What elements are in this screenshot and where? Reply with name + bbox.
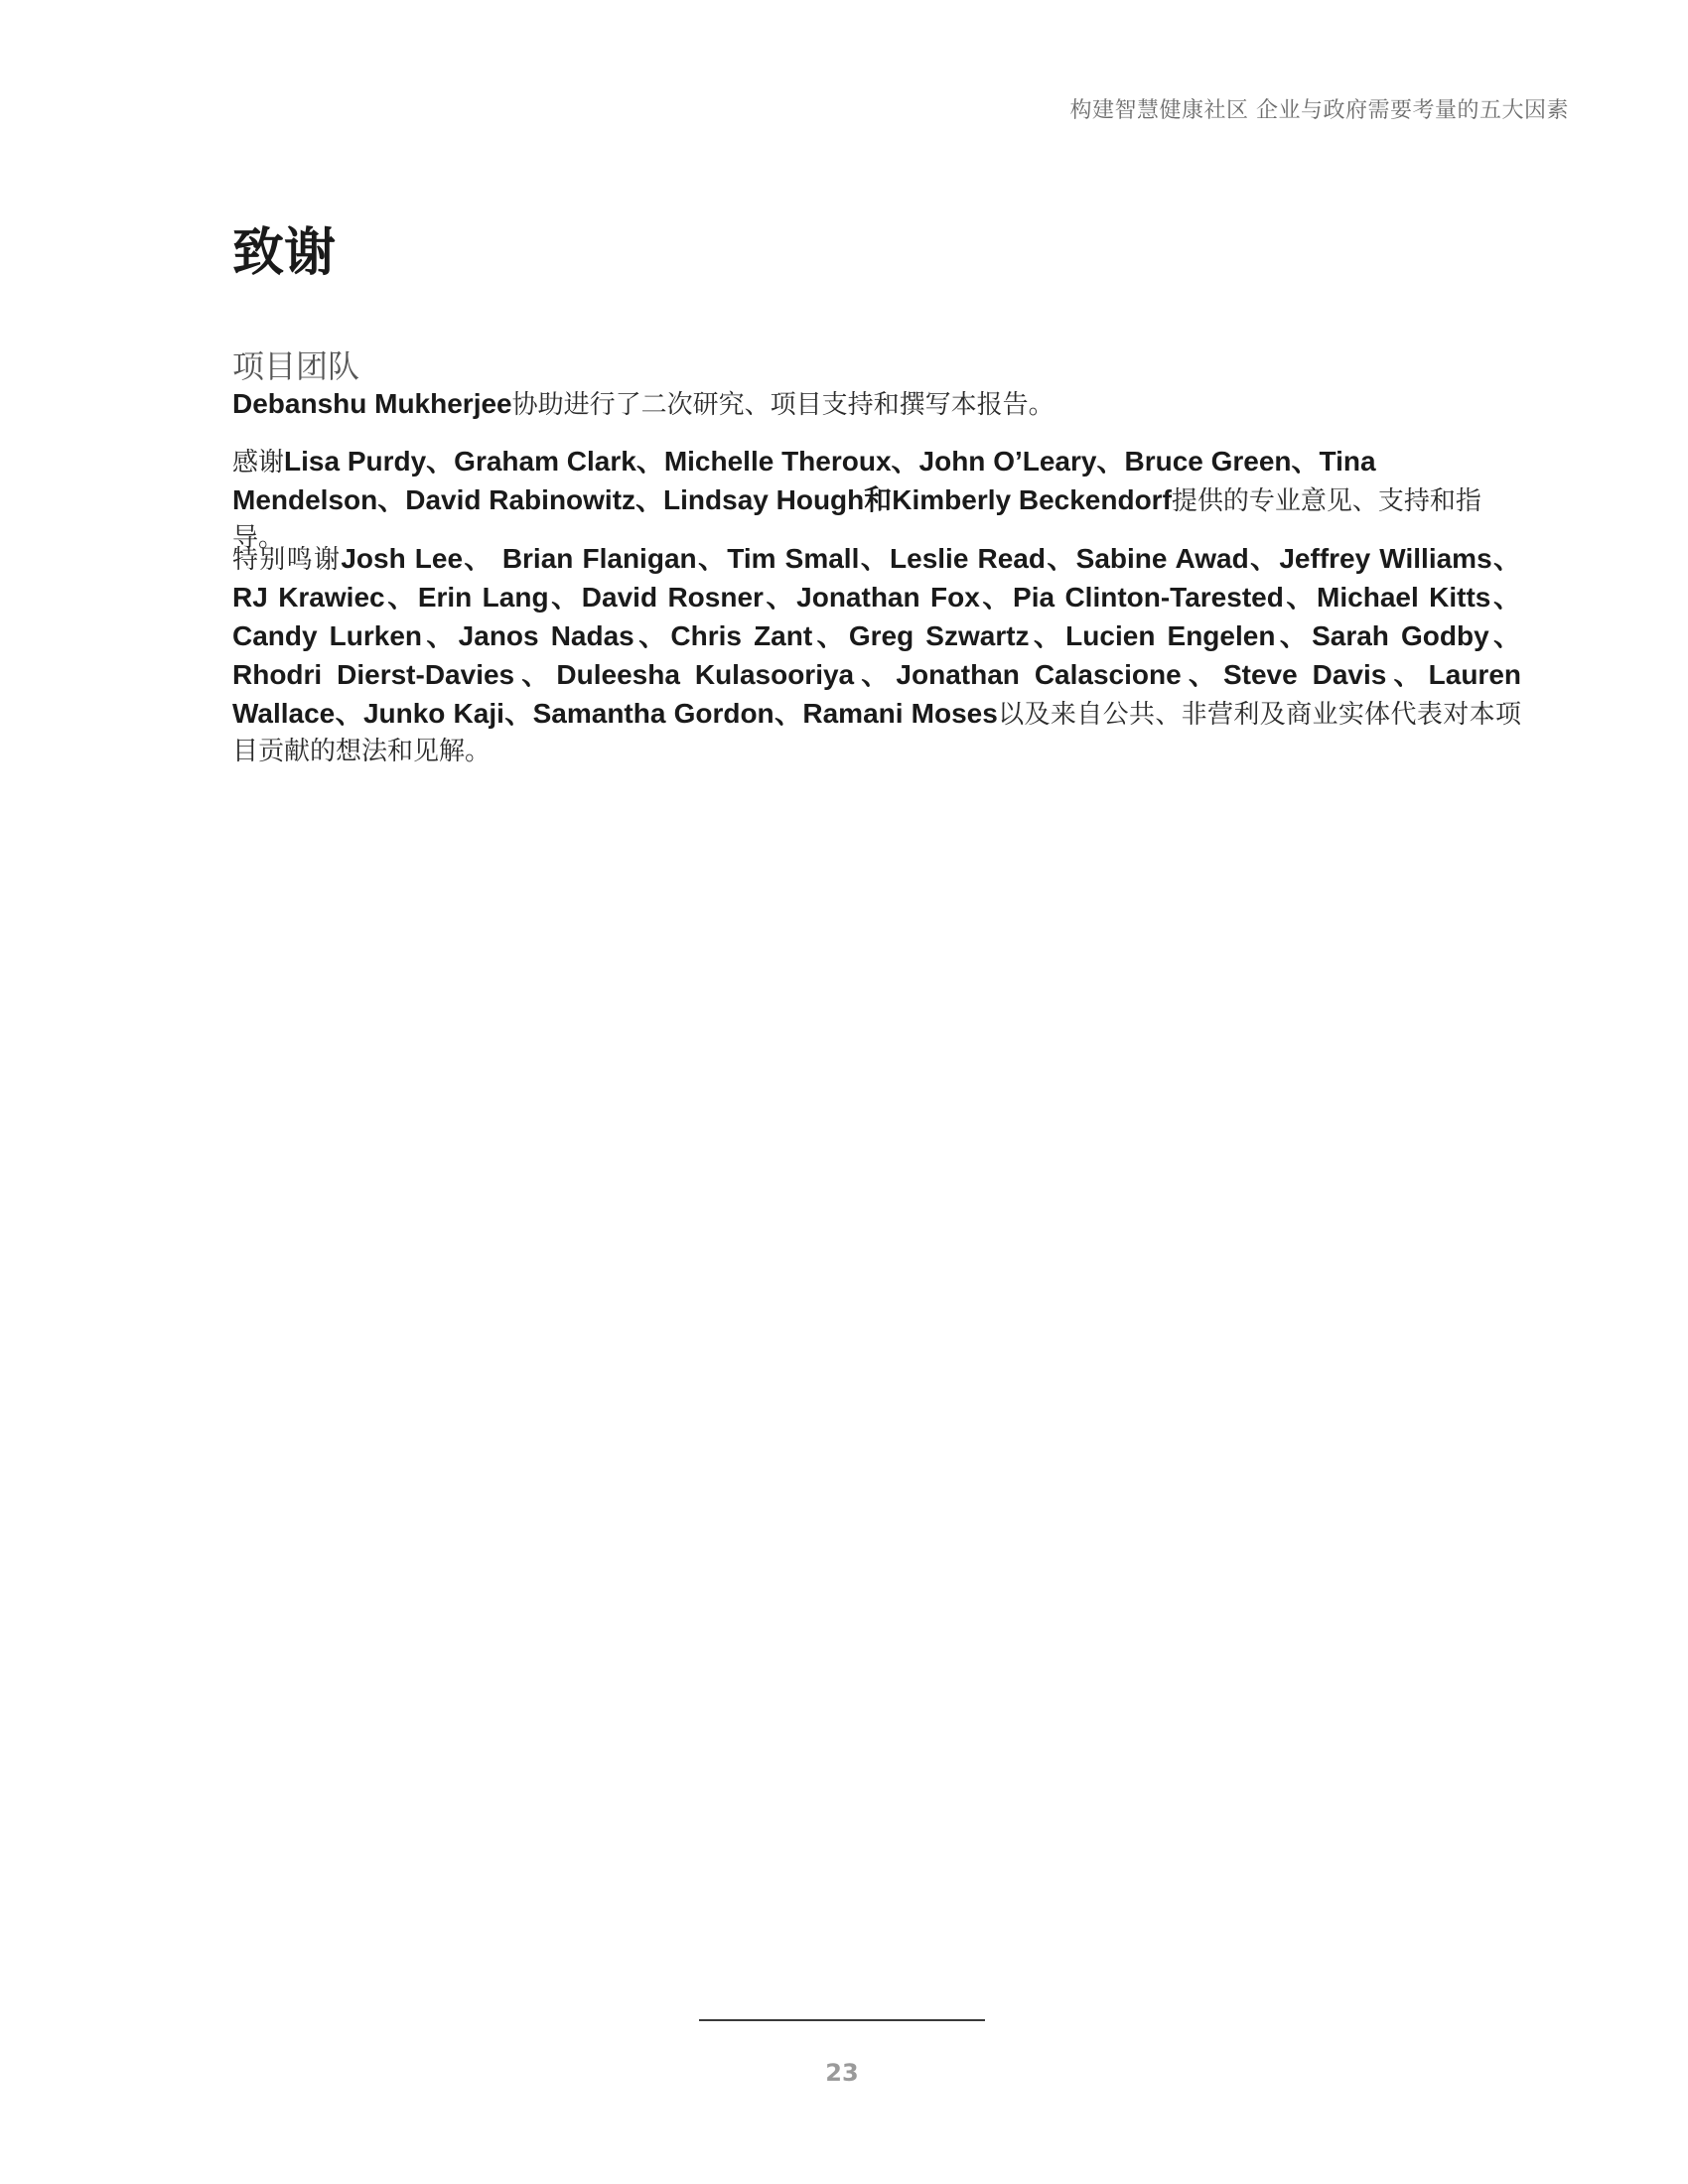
footer-divider <box>699 2019 985 2021</box>
running-header: 构建智慧健康社区 企业与政府需要考量的五大因素 <box>1069 98 1569 123</box>
page-title: 致谢 <box>232 223 337 283</box>
page-number: 23 <box>825 2059 859 2087</box>
paragraph-project-team <box>232 385 1521 424</box>
contributor-names: Lisa Purdy、Graham Clark、Michelle Theroux、John O’Leary、Bruce Green、Tina Mendelson、David Rabinowitz、Lindsay Hough和Kimberly Beckendorf <box>232 446 1376 515</box>
paragraph-text: 以及来自公共、非营利及商业实体代表对本项目贡献的想法和见解。 <box>232 700 1521 766</box>
section-heading: 项目团队 <box>232 347 360 385</box>
paragraph-text: 协助进行了二次研究、项目支持和撰写本报告。 <box>511 390 1055 420</box>
paragraph-text: 提供的专业意见、支持和指导。 <box>232 486 1481 553</box>
contributor-names: Josh Lee、 Brian Flanigan、Tim Small、Leslie Read、Sabine Awad、Jeffrey Williams、RJ Krawiec、Erin Lang、David Rosner、Jonathan Fox、Pia Clinton-Tarested、Michael Kitts、Candy Lurken、Janos Nadas、Chris Zant、Greg Szwartz、Lucien Engelen、Sarah Godby、Rhodri Dierst-Davies、Duleesha Kulasooriya、Jonathan Calascione、Steve Davis、Lauren Wallace、Junko Kaji、Samantha Gordon、Ramani Moses <box>232 543 1521 729</box>
paragraph-intro: 特别鸣谢 <box>232 545 342 575</box>
paragraph-special-thanks <box>232 540 1521 770</box>
paragraph-intro: 感谢 <box>232 448 285 478</box>
author-name: Debanshu Mukherjee <box>232 388 512 419</box>
